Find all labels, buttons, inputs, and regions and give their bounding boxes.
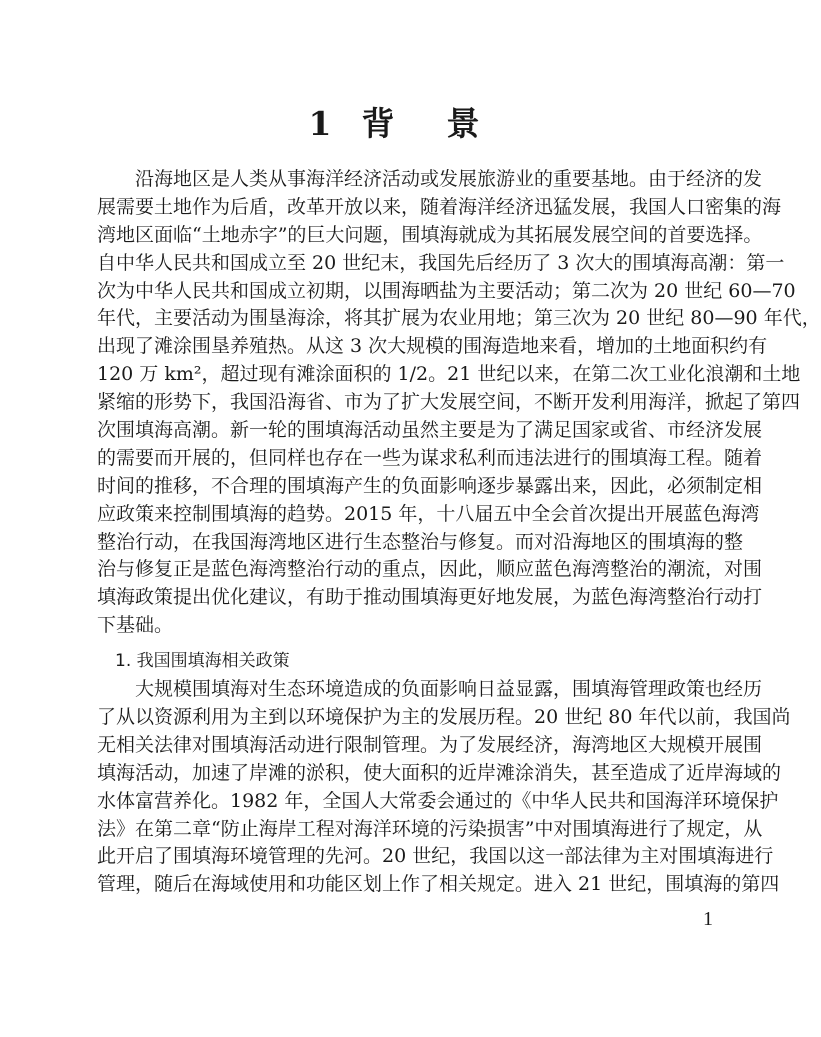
paragraph-2-line: 管理，随后在海域使用和功能区划上作了相关规定。进入 21 世纪，围填海的第四: [97, 873, 780, 896]
paragraph-1-line: 沿海地区是人类从事海洋经济活动或发展旅游业的重要基地。由于经济的发: [97, 168, 763, 190]
paragraph-1-line: 治与修复正是蓝色海湾整治行动的重点，因此，顺应蓝色海湾整治的潮流，对围: [97, 558, 763, 581]
paragraph-1-line: 应政策来控制围填海的趋势。2015 年，十八届五中全会首次提出开展蓝色海湾: [97, 502, 760, 525]
paragraph-1-line: 填海政策提出优化建议，有助于推动围填海更好地发展，为蓝色海湾整治行动打: [97, 586, 763, 609]
paragraph-1-line: 次为中华人民共和国成立初期，以围海晒盐为主要活动；第二次为 20 世纪 60—70: [97, 279, 796, 302]
paragraph-1-line: 时间的推移，不合理的围填海产生的负面影响逐步暴露出来，因此，必须制定相: [97, 474, 763, 497]
paragraph-1-line: 湾地区面临“土地赤字”的巨大问题，围填海就成为其拓展发展空间的首要选择。: [97, 223, 763, 246]
page-number: 1: [703, 908, 713, 930]
body-text: [97, 166, 821, 899]
paragraph-2-line: 了从以资源利用为主到以环境保护为主的发展历程。20 世纪 80 年代以前，我国尚: [97, 706, 791, 729]
paragraph-1-line: 紧缩的形势下，我国沿海省、市为了扩大发展空间，不断开发利用海洋，掀起了第四: [97, 391, 801, 414]
paragraph-1-line: 出现了滩涂围垦养殖热。从这 3 次大规模的围海造地来看，增加的土地面积约有: [97, 335, 768, 358]
paragraph-2-line: 法》在第二章“防止海岸工程对海洋环境的污染损害”中对围填海进行了规定，从: [97, 817, 763, 840]
chapter-title-char-2: 景: [446, 104, 482, 143]
paragraph-1-line: 年代，主要活动为围垦海涂，将其扩展为农业用地；第三次为 20 世纪 80—90 年代，: [97, 307, 821, 330]
paragraph-2-line: 填海活动，加速了岸滩的淤积，使大面积的近岸滩涂消失，甚至造成了近岸海域的: [97, 761, 782, 784]
paragraph-2-line: 水体富营养化。1982 年，全国人大常委会通过的《中华人民共和国海洋环境保护: [97, 789, 779, 812]
paragraph-1-line: 次围填海高潮。新一轮的围填海活动虽然主要是为了满足国家或省、市经济发展: [97, 419, 763, 442]
paragraph-1-line: 展需要土地作为后盾，改革开放以来，随着海洋经济迅猛发展，我国人口密集的海: [97, 195, 782, 218]
paragraph-1-line: 的需要而开展的，但同样也存在一些为谋求私利而违法进行的围填海工程。随着: [97, 446, 763, 469]
paragraph-1-line: 整治行动，在我国海湾地区进行生态整治与修复。而对沿海地区的围填海的整: [97, 530, 744, 553]
chapter-title-char-1: 背: [361, 104, 397, 143]
section-heading: 1. 我国围填海相关政策: [115, 651, 290, 672]
paragraph-1-line: 下基础。: [97, 614, 174, 637]
paragraph-2-line: 无相关法律对围填海活动进行限制管理。为了发展经济，海湾地区大规模开展围: [97, 733, 763, 756]
chapter-title: [0, 98, 790, 145]
paragraph-2-line: 此开启了围填海环境管理的先河。20 世纪，我国以这一部法律为主对围填海进行: [97, 845, 774, 868]
chapter-number: 1: [308, 104, 334, 143]
paragraph-1-line: 自中华人民共和国成立至 20 世纪末，我国先后经历了 3 次大的围填海高潮：第一: [97, 251, 785, 274]
paragraph-1-line: 120 万 km²，超过现有滩涂面积的 1/2。21 世纪以来，在第二次工业化浪潮和土地: [97, 363, 801, 386]
paragraph-2-line: 大规模围填海对生态环境造成的负面影响日益显露，围填海管理政策也经历: [97, 678, 763, 701]
